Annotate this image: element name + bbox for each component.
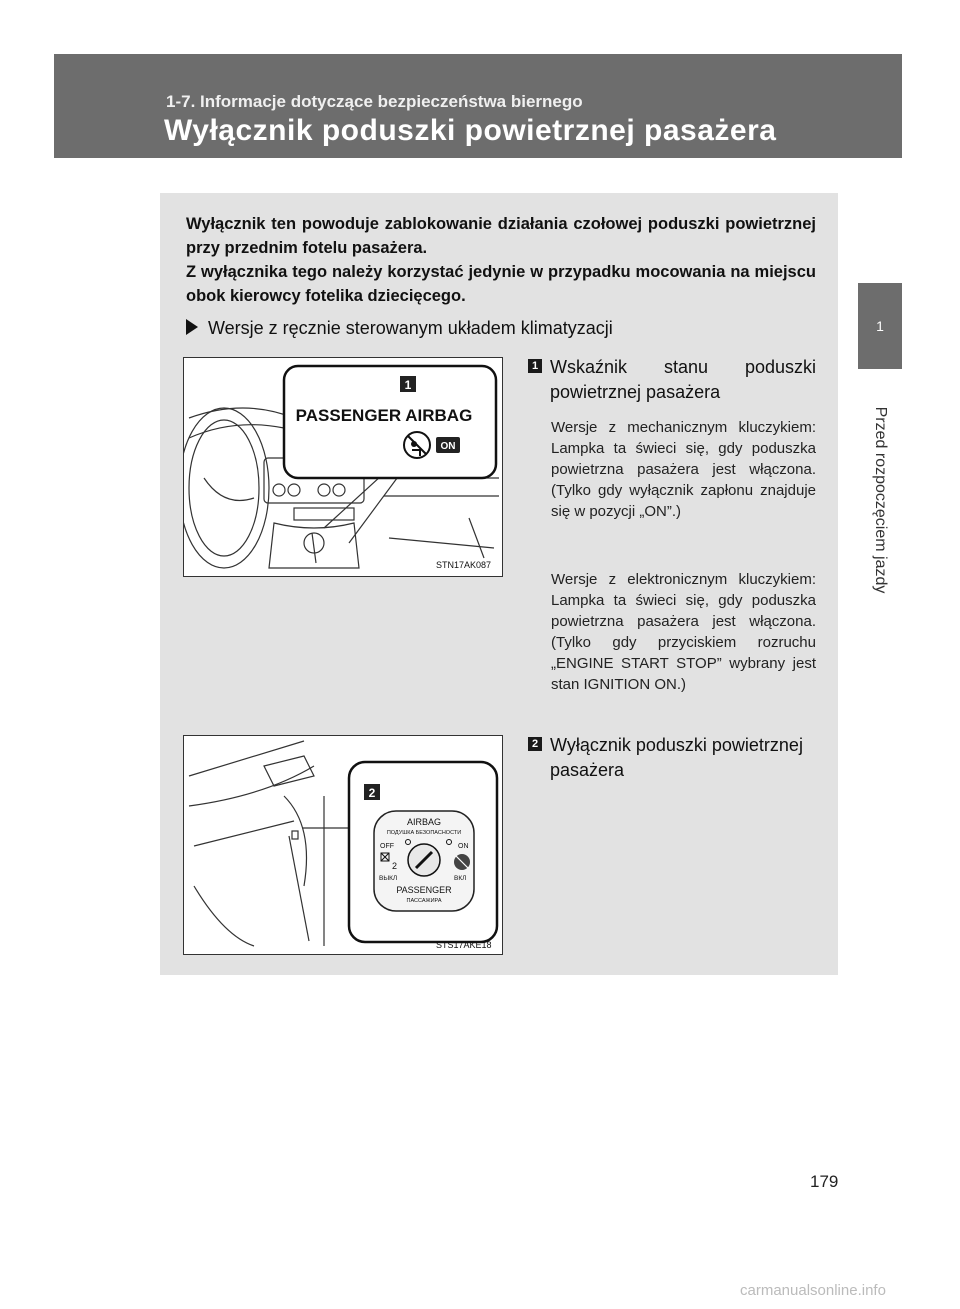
intro-line-2: Z wyłącznika tego należy korzystać jedynie w przypadku mocowania na miejscu obok kierowcy fotelika dziecięcego.	[186, 263, 816, 305]
chapter-title-tab	[858, 380, 902, 620]
figure-key-switch	[183, 735, 503, 955]
variant-heading-text: Wersje z ręcznie sterowanym układem klimatyzacji	[208, 318, 613, 338]
item2-title: Wyłącznik poduszki powietrznej pasażera	[550, 735, 803, 780]
airbag-label-ru: ПОДУШКА БЕЗОПАСНОСТИ	[386, 830, 462, 836]
on-indicator-label: ON	[440, 441, 456, 452]
page-header	[54, 54, 902, 158]
airbag-label: AIRBAG	[406, 817, 442, 827]
key-slot-icon	[408, 844, 440, 876]
figure-dashboard	[183, 357, 503, 577]
passenger-label-ru: ПАССАЖИРА	[406, 898, 442, 904]
page-number: 179	[810, 1172, 839, 1191]
off-label: OFF	[380, 843, 394, 850]
page-title: Wyłącznik poduszki powietrznej pasażera	[164, 114, 777, 147]
intro-text	[186, 212, 816, 308]
item1-title: Wskaźnik stanu poduszki powietrznej pasażera	[550, 357, 816, 402]
triangle-bullet-icon	[186, 319, 198, 335]
dashboard-illustration	[184, 358, 502, 576]
chapter-title: Przed rozpoczęciem jazdy	[872, 406, 889, 594]
airbag-on-icon	[454, 854, 470, 870]
item1-paragraph-2: Wersje z elektronicznym kluczykiem: Lampka ta świeci się, gdy poduszka powietrzna pasażera jest włączona. (Tylko gdy przyciskiem rozruchu „ENGINE START STOP” wybrany jest stan IGNITION ON.)	[551, 571, 816, 693]
off-label-ru: ВЫКЛ	[379, 875, 398, 882]
variant-heading	[186, 318, 613, 339]
on-label: ON	[458, 843, 469, 850]
item2-badge: 2	[528, 737, 542, 751]
figure1-code: STN17AK087	[436, 560, 492, 570]
figure1-callout-number: 1	[404, 378, 412, 392]
item1-paragraph-1: Wersje z mechanicznym kluczykiem: Lampka ta świeci się, gdy poduszka powietrzna pasażera jest włączona. (Tylko gdy wyłącznik zapłonu znajduje się w pozycji „ON”.)	[551, 419, 816, 520]
indicator-label: PASSENGER AIRBAG	[295, 406, 473, 425]
item1-badge: 1	[528, 359, 542, 373]
chapter-number-tab: 1	[858, 283, 902, 369]
item1-heading	[528, 355, 816, 405]
item2-heading	[528, 733, 816, 783]
on-label-ru: ВКЛ	[454, 875, 467, 882]
intro-line-1: Wyłącznik ten powoduje zablokowanie działania czołowej poduszki powietrznej przy przednim fotelu pasażera.	[186, 215, 816, 257]
figure2-callout-number: 2	[368, 786, 376, 800]
child-seat-number: 2	[392, 861, 398, 871]
figure2-code: STS17AKE18	[436, 940, 492, 950]
passenger-label: PASSENGER	[396, 885, 452, 895]
key-switch-illustration	[184, 736, 502, 954]
watermark: carmanualsonline.info	[740, 1282, 886, 1299]
section-label: 1-7. Informacje dotyczące bezpieczeństwa biernego	[166, 92, 583, 111]
